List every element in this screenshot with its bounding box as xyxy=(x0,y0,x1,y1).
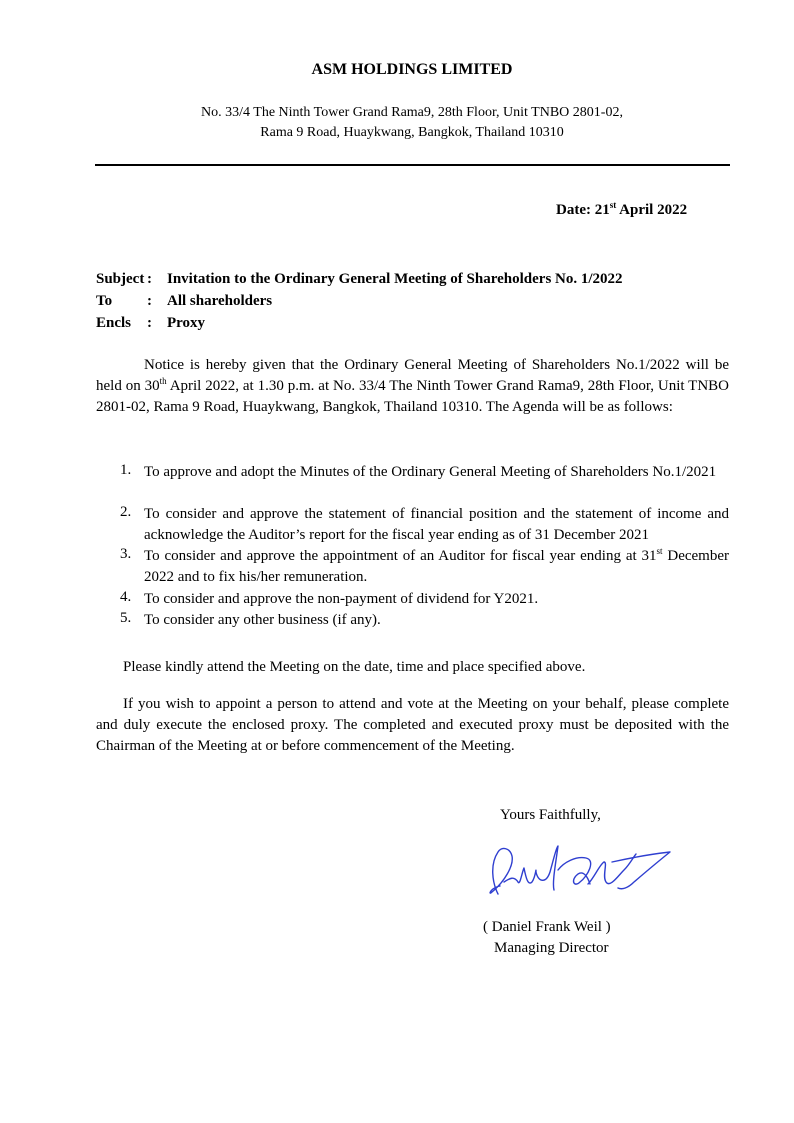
subject-line: Subject : Invitation to the Ordinary General Meeting of Shareholders No. 1/2022 xyxy=(96,271,623,287)
agenda-item: To consider any other business (if any). xyxy=(144,612,381,628)
subject-label: Subject xyxy=(96,271,145,287)
to-line: To : All shareholders xyxy=(96,293,273,309)
agenda-number: 1. xyxy=(120,462,132,478)
agenda-item: To consider and approve the statement of financial position and the statement of income and acknowledge the Auditor’s report for the fiscal year ending as of 31 December 2021 xyxy=(144,506,729,543)
agenda-number: 3. xyxy=(120,546,132,562)
signature-stroke xyxy=(558,858,591,885)
company-name: ASM HOLDINGS LIMITED xyxy=(311,61,513,78)
attend-request: Please kindly attend the Meeting on the date, time and place specified above. xyxy=(123,659,586,675)
encls-text: Proxy xyxy=(167,315,206,331)
agenda-number: 2. xyxy=(120,504,132,520)
letterhead-divider xyxy=(95,164,730,166)
proxy-paragraph: If you wish to appoint a person to attend and vote at the Meeting on your behalf, please complete and duly execute the enclosed proxy. The completed and executed proxy must be deposited with the Chairman of the Meeting at or before commencement of the Meeting. xyxy=(96,696,729,754)
agenda-item: To consider and approve the non-payment of dividend for Y2021. xyxy=(144,591,539,607)
to-label: To xyxy=(96,293,113,309)
address-line-2: Rama 9 Road, Huaykwang, Bangkok, Thailand 10310 xyxy=(260,125,564,140)
agenda-number: 4. xyxy=(120,589,132,605)
agenda-item: To approve and adopt the Minutes of the Ordinary General Meeting of Shareholders No.1/2021 xyxy=(144,464,717,480)
closing-salutation: Yours Faithfully, xyxy=(500,807,601,823)
address-line-1: No. 33/4 The Ninth Tower Grand Rama9, 28th Floor, Unit TNBO 2801-02, xyxy=(201,105,623,120)
signature-stroke xyxy=(612,852,670,889)
signatory-title: Managing Director xyxy=(494,940,609,956)
letter-date: Date: 21st April 2022 xyxy=(556,200,688,218)
notice-paragraph: Notice is hereby given that the Ordinary General Meeting of Shareholders No.1/2022 will be held on 30th April 2022, at 1.30 p.m. at No. 33/4 The Ninth Tower Grand Rama9, 28th Floor, Unit TNBO 2801-02, Rama 9 Road, Huaykwang, Bangkok, Thailand 10310. The Agenda will be as follows: xyxy=(96,357,729,415)
signatory-name: ( Daniel Frank Weil ) xyxy=(483,919,611,935)
to-text: All shareholders xyxy=(167,293,273,309)
agenda-number: 5. xyxy=(120,610,132,626)
signature-image xyxy=(484,842,674,902)
subject-text: Invitation to the Ordinary General Meeting of Shareholders No. 1/2022 xyxy=(167,271,623,287)
signature-stroke xyxy=(504,846,558,890)
agenda-item: To consider and approve the appointment of an Auditor for fiscal year ending at 31st December 2022 and to fix his/her remuneration. xyxy=(144,546,729,585)
signature-stroke xyxy=(490,849,512,894)
encls-line: Encls : Proxy xyxy=(96,315,206,331)
encls-label: Encls xyxy=(96,315,132,331)
